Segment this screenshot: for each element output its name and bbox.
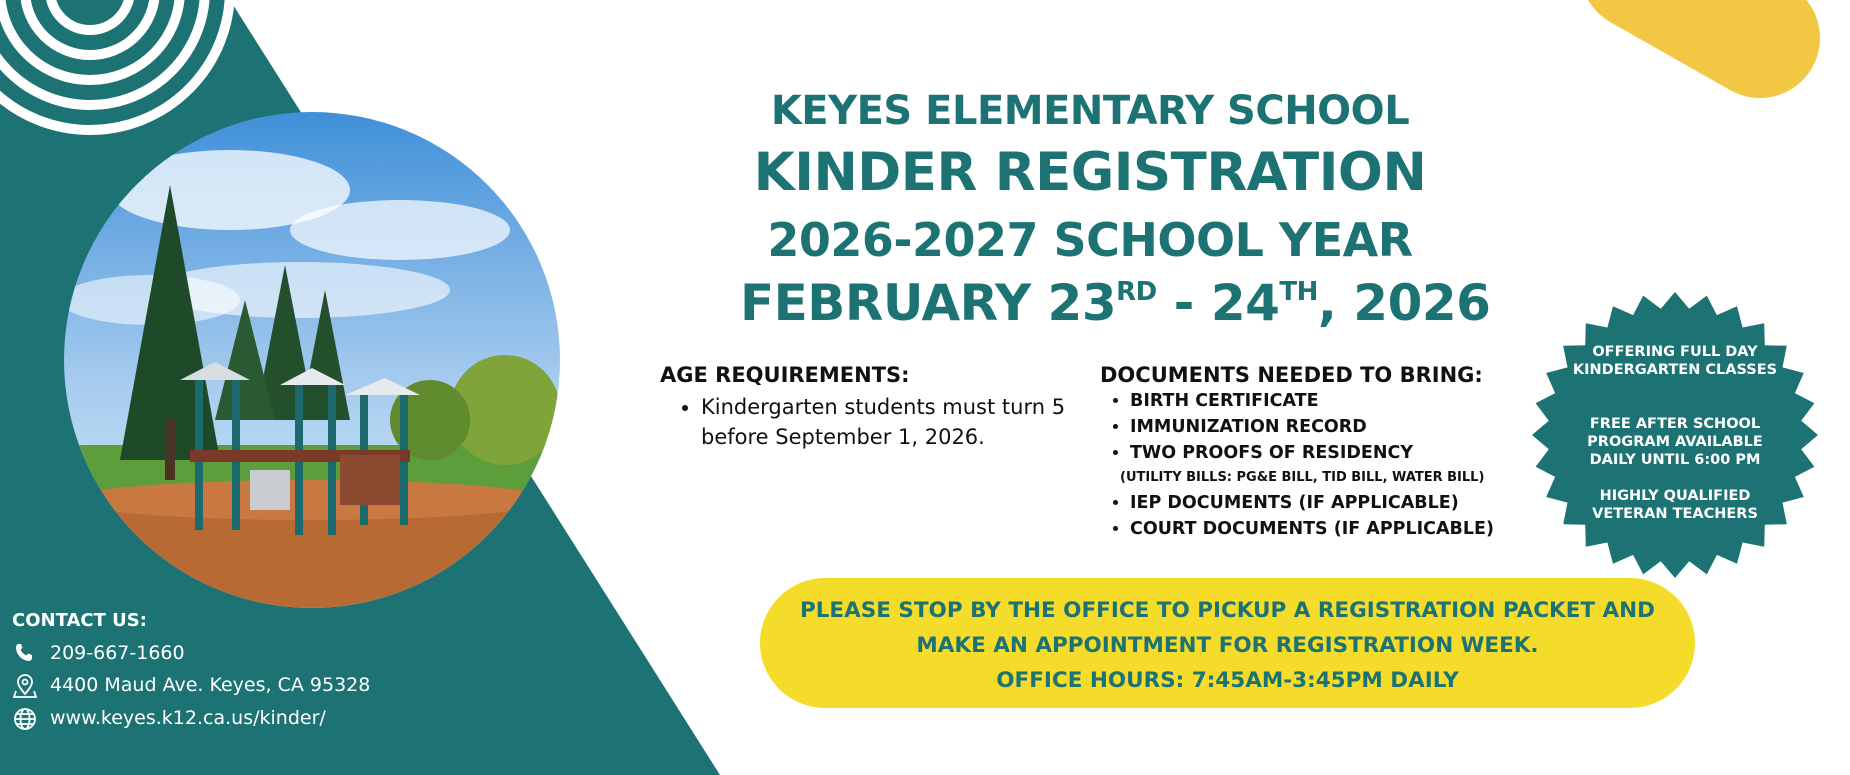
badge-teachers: HIGHLY QUALIFIED VETERAN TEACHERS — [1592, 488, 1758, 522]
cta-line-2: MAKE AN APPOINTMENT FOR REGISTRATION WEEK. — [916, 633, 1539, 658]
phone-icon — [12, 641, 36, 665]
globe-icon — [12, 706, 38, 732]
date-separator: - 24 — [1156, 274, 1280, 332]
cta-line-1: PLEASE STOP BY THE OFFICE TO PICKUP A REGISTRATION PACKET AND — [799, 598, 1656, 623]
school-title: KEYES ELEMENTARY SCHOOL — [770, 88, 1410, 134]
age-requirements-heading: AGE REQUIREMENTS: — [660, 363, 910, 387]
office-hours: OFFICE HOURS: 7:45AM-3:45PM DAILY — [996, 668, 1459, 693]
age-requirements-list — [668, 392, 1121, 452]
badge-full-day: OFFERING FULL DAY KINDERGARTEN CLASSES — [1572, 344, 1778, 378]
date-end-suffix: TH — [1279, 277, 1318, 307]
documents-heading: DOCUMENTS NEEDED TO BRING: — [1100, 363, 1483, 387]
list-item: • Kindergarten students must turn 5 before September 1, 2026. — [701, 392, 1121, 452]
contact-heading: CONTACT US: — [12, 610, 147, 631]
address-text: 4400 Maud Ave. Keyes, CA 95328 — [50, 674, 371, 696]
location-pin-icon — [12, 673, 38, 699]
date-year: , 2026 — [1317, 274, 1491, 332]
list-item: • IEP DOCUMENTS (IF APPLICABLE) — [1130, 490, 1550, 516]
list-item: • TWO PROOFS OF RESIDENCY — [1130, 440, 1550, 466]
phone-number: 209-667-1660 — [50, 642, 185, 664]
event-title: KINDER REGISTRATION — [753, 142, 1427, 203]
residency-note: (UTILITY BILLS: PG&E BILL, TID BILL, WATER BILL) — [1120, 470, 1485, 485]
school-year-title: 2026-2027 SCHOOL YEAR — [767, 213, 1413, 267]
registration-dates — [740, 274, 1491, 332]
website-link: www.keyes.k12.ca.us/kinder/ — [50, 707, 326, 729]
list-item: • COURT DOCUMENTS (IF APPLICABLE) — [1130, 516, 1550, 542]
documents-list — [1108, 388, 1550, 542]
list-item: • BIRTH CERTIFICATE — [1130, 388, 1550, 414]
date-month: FEBRUARY 23 — [740, 274, 1117, 332]
date-start-suffix: RD — [1116, 277, 1157, 307]
yellow-pill-decor — [1640, 0, 1760, 38]
list-item: • IMMUNIZATION RECORD — [1130, 414, 1550, 440]
badge-after-school: FREE AFTER SCHOOL PROGRAM AVAILABLE DAILY UNTIL 6:00 PM — [1587, 416, 1763, 468]
